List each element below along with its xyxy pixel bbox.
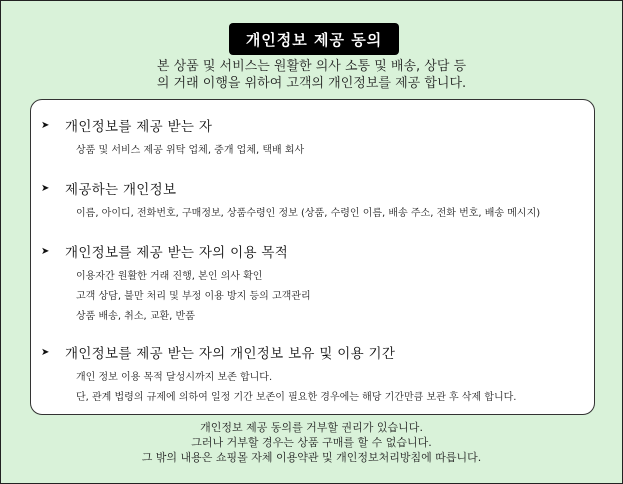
footer-line: 그러나 거부할 경우는 상품 구매를 할 수 없습니다. bbox=[191, 436, 432, 449]
section-line: 단, 관계 법령의 규제에 의하여 일정 기간 보존이 필요한 경우에는 해당 기간만큼 보관 후 삭제 합니다. bbox=[76, 392, 517, 403]
section-heading: 제공하는 개인정보 bbox=[65, 182, 177, 198]
footer-line: 그 밖의 내용은 쇼핑몰 자체 이용약관 및 개인정보처리방침에 따릅니다. bbox=[141, 451, 482, 464]
section-line: 상품 배송, 취소, 교환, 반품 bbox=[76, 311, 195, 322]
section-line: 이용자간 원활한 거래 진행, 본인 의사 확인 bbox=[76, 271, 263, 282]
section-line: 고객 상담, 불만 처리 및 부정 이용 방지 등의 고객관리 bbox=[76, 291, 311, 302]
arrow-bullet-icon: ➤ bbox=[41, 119, 50, 131]
page-title: 개인정보 제공 동의 bbox=[229, 23, 399, 55]
section-heading: 개인정보를 제공 받는 자 bbox=[65, 119, 213, 135]
section-provided-info bbox=[41, 179, 581, 224]
details-card bbox=[30, 99, 595, 415]
arrow-bullet-icon: ➤ bbox=[41, 245, 50, 257]
arrow-bullet-icon: ➤ bbox=[41, 182, 50, 194]
section-line: 상품 및 서비스 제공 위탁 업체, 중개 업체, 택배 회사 bbox=[76, 145, 305, 156]
section-retention bbox=[41, 343, 581, 408]
footer-line: 개인정보 제공 동의를 거부할 권리가 있습니다. bbox=[200, 421, 423, 434]
intro-text bbox=[1, 58, 622, 92]
arrow-bullet-icon: ➤ bbox=[41, 346, 50, 358]
section-heading: 개인정보를 제공 받는 자의 개인정보 보유 및 이용 기간 bbox=[65, 346, 396, 362]
footer-notice bbox=[1, 420, 622, 465]
section-line: 개인 정보 이용 목적 달성시까지 보존 합니다. bbox=[76, 372, 273, 383]
section-purpose bbox=[41, 242, 581, 327]
intro-line: 본 상품 및 서비스는 원활한 의사 소통 및 배송, 상담 등 bbox=[156, 59, 467, 74]
section-line: 이름, 아이디, 전화번호, 구매정보, 상품수령인 정보 (상품, 수령인 이름, 배송 주소, 전화 번호, 배송 메시지) bbox=[76, 208, 541, 219]
section-recipients bbox=[41, 116, 581, 161]
section-heading: 개인정보를 제공 받는 자의 이용 목적 bbox=[65, 245, 289, 261]
intro-line: 의 거래 이행을 위하여 고객의 개인정보를 제공 합니다. bbox=[156, 76, 467, 91]
